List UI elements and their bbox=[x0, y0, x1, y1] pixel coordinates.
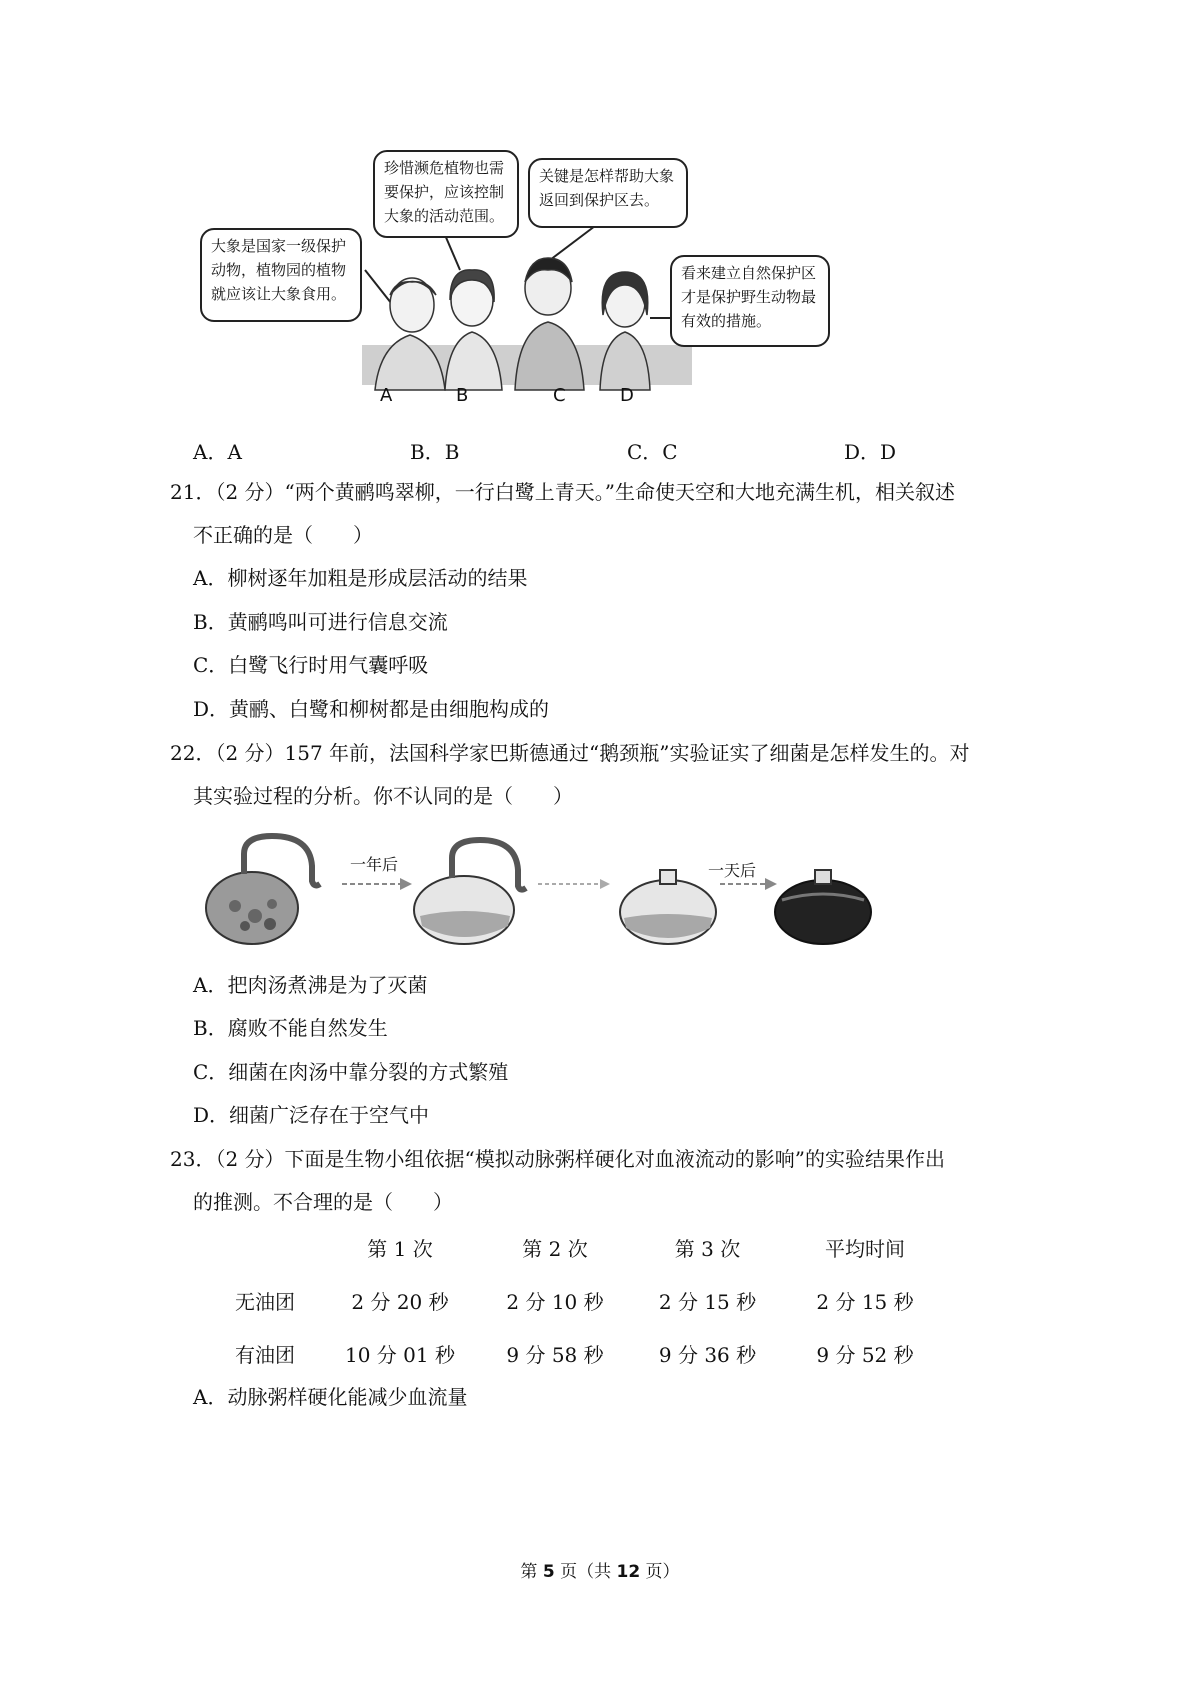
speech-bubble-d: 看来建立自然保护区才是保护野生动物最有效的措施。 bbox=[670, 255, 830, 347]
q21-option-d: D．黄鹂、白鹭和柳树都是由细胞构成的 bbox=[193, 697, 550, 721]
table-cell: 2 分 15 秒 bbox=[816, 1290, 914, 1314]
q22-option-a: A．把肉汤煮沸是为了灭菌 bbox=[193, 973, 428, 997]
table-cell: 10 分 01 秒 bbox=[345, 1343, 455, 1367]
table-row bbox=[210, 1327, 945, 1380]
table-header-cell bbox=[210, 1221, 320, 1274]
table-cell: 9 分 36 秒 bbox=[658, 1343, 757, 1367]
flask-spoiled bbox=[775, 870, 871, 944]
q21-option-b: B．黄鹂鸣叫可进行信息交流 bbox=[193, 610, 448, 634]
table-cell: 2 分 10 秒 bbox=[506, 1290, 604, 1314]
table-cell: 9 分 58 秒 bbox=[506, 1343, 604, 1367]
page-footer bbox=[0, 1557, 1200, 1582]
person-b bbox=[445, 270, 502, 390]
q22-stem-line1: 22．（2 分）157 年前，法国科学家巴斯德通过“鹅颈瓶”实验证实了细菌是怎样发生的。对 bbox=[170, 741, 970, 765]
footer-total-pages: 12 bbox=[616, 1562, 641, 1582]
q22-option-c: C．细菌在肉汤中靠分裂的方式繁殖 bbox=[193, 1060, 509, 1084]
footer-suffix: 页） bbox=[640, 1562, 680, 1582]
person-label-c: C bbox=[553, 385, 566, 406]
speech-bubble-c: 关键是怎样帮助大象返回到保护区去。 bbox=[528, 158, 688, 228]
flask-boiling bbox=[206, 836, 320, 944]
table-header-cell: 平均时间 bbox=[825, 1237, 905, 1261]
table-cell: 2 分 20 秒 bbox=[351, 1290, 449, 1314]
q23-stem-line2: 的推测。不合理的是（ ） bbox=[193, 1190, 453, 1214]
person-c bbox=[515, 258, 584, 390]
q21-stem-line1: 21．（2 分）“两个黄鹂鸣翠柳，一行白鹭上青天。”生命使天空和大地充满生机，相关叙述 bbox=[170, 480, 955, 504]
footer-page-number: 5 bbox=[542, 1562, 555, 1582]
person-label-b: B bbox=[456, 385, 469, 406]
flask-diagram bbox=[200, 826, 890, 952]
q20-option-c: C．C bbox=[627, 440, 678, 464]
table-cell: 无油团 bbox=[235, 1290, 295, 1314]
person-label-a: A bbox=[380, 385, 393, 406]
flask-neck-broken bbox=[620, 870, 716, 944]
table-header-cell: 第 1 次 bbox=[367, 1237, 433, 1261]
elephant-discussion-figure bbox=[200, 140, 920, 450]
table-header-row bbox=[210, 1221, 945, 1274]
q20-option-d: D．D bbox=[844, 440, 897, 464]
flask-swan-neck bbox=[414, 840, 526, 944]
q22-stem-line2: 其实验过程的分析。你不认同的是（ ） bbox=[193, 784, 573, 808]
swan-neck-flask-figure bbox=[200, 826, 890, 952]
table-cell: 有油团 bbox=[235, 1343, 295, 1367]
q22-option-b: B．腐败不能自然发生 bbox=[193, 1016, 388, 1040]
q23-option-a: A．动脉粥样硬化能减少血流量 bbox=[193, 1385, 468, 1409]
q22-option-d: D．细菌广泛存在于空气中 bbox=[193, 1103, 430, 1127]
q21-option-a: A．柳树逐年加粗是形成层活动的结果 bbox=[193, 566, 528, 590]
q21-option-c: C．白鹭飞行时用气囊呼吸 bbox=[193, 653, 429, 677]
q20-option-a: A．A bbox=[193, 440, 242, 464]
speech-bubble-a: 大象是国家一级保护动物，植物园的植物就应该让大象食用。 bbox=[200, 228, 362, 322]
table-header-cell: 第 3 次 bbox=[674, 1237, 741, 1261]
label-one-year-later: 一年后 bbox=[350, 855, 399, 874]
q20-option-b: B．B bbox=[410, 440, 460, 464]
footer-middle: 页（共 bbox=[554, 1562, 617, 1582]
experiment-results-table bbox=[210, 1221, 945, 1380]
table-cell: 9 分 52 秒 bbox=[816, 1343, 914, 1367]
table-cell: 2 分 15 秒 bbox=[658, 1290, 757, 1314]
person-d bbox=[600, 272, 650, 390]
label-one-day-later: 一天后 bbox=[708, 861, 757, 880]
person-label-d: D bbox=[620, 385, 634, 406]
speech-bubble-b: 珍惜濒危植物也需要保护，应该控制大象的活动范围。 bbox=[373, 150, 519, 238]
footer-prefix: 第 bbox=[520, 1562, 543, 1582]
table-row bbox=[210, 1274, 945, 1327]
q21-stem-line2: 不正确的是（ ） bbox=[193, 523, 373, 547]
table-header-cell: 第 2 次 bbox=[522, 1237, 588, 1261]
q23-stem-line1: 23．（2 分）下面是生物小组依据“模拟动脉粥样硬化对血液流动的影响”的实验结果作出 bbox=[170, 1147, 945, 1171]
